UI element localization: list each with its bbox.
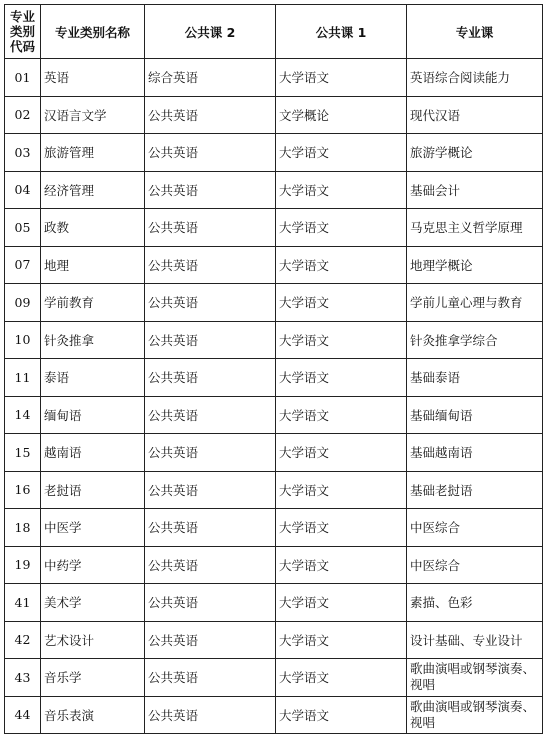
- category-code-cell: 02: [5, 96, 41, 134]
- category-code-cell: 07: [5, 246, 41, 284]
- category-code-cell: 01: [5, 59, 41, 97]
- table-row: [5, 321, 543, 359]
- public-course-1-cell: 大学语文: [276, 659, 407, 697]
- category-code-cell: 09: [5, 284, 41, 322]
- major-course-cell: 学前儿童心理与教育: [407, 284, 543, 322]
- major-course-cell: 基础缅甸语: [407, 396, 543, 434]
- public-course-1-cell: 大学语文: [276, 209, 407, 247]
- table-body: [5, 59, 543, 734]
- category-name-cell: 英语: [41, 59, 145, 97]
- category-code-cell: 10: [5, 321, 41, 359]
- public-course-2-cell: 公共英语: [145, 96, 276, 134]
- category-code-cell: 05: [5, 209, 41, 247]
- major-course-cell: 基础越南语: [407, 434, 543, 472]
- table-row: [5, 96, 543, 134]
- major-course-cell: 现代汉语: [407, 96, 543, 134]
- table-row: [5, 621, 543, 659]
- table-row: [5, 471, 543, 509]
- category-name-cell: 汉语言文学: [41, 96, 145, 134]
- major-course-cell: 地理学概论: [407, 246, 543, 284]
- public-course-2-cell: 综合英语: [145, 59, 276, 97]
- public-course-2-cell: 公共英语: [145, 396, 276, 434]
- public-course-2-cell: 公共英语: [145, 246, 276, 284]
- table-row: [5, 209, 543, 247]
- table-row: [5, 396, 543, 434]
- major-course-cell: 中医综合: [407, 509, 543, 547]
- category-code-cell: 18: [5, 509, 41, 547]
- category-name-cell: 音乐学: [41, 659, 145, 697]
- table-row: [5, 546, 543, 584]
- category-code-cell: 15: [5, 434, 41, 472]
- public-course-2-cell: 公共英语: [145, 584, 276, 622]
- header-category-name: 专业类别名称: [41, 5, 145, 59]
- public-course-1-cell: 大学语文: [276, 59, 407, 97]
- table-row: [5, 134, 543, 172]
- public-course-1-cell: 大学语文: [276, 246, 407, 284]
- category-name-cell: 中药学: [41, 546, 145, 584]
- public-course-2-cell: 公共英语: [145, 171, 276, 209]
- major-course-cell: 英语综合阅读能力: [407, 59, 543, 97]
- table-row: [5, 434, 543, 472]
- public-course-2-cell: 公共英语: [145, 321, 276, 359]
- table-row: [5, 584, 543, 622]
- table-row: [5, 171, 543, 209]
- category-name-cell: 越南语: [41, 434, 145, 472]
- category-code-cell: 16: [5, 471, 41, 509]
- category-code-cell: 44: [5, 696, 41, 734]
- public-course-2-cell: 公共英语: [145, 434, 276, 472]
- public-course-2-cell: 公共英语: [145, 134, 276, 172]
- category-code-cell: 03: [5, 134, 41, 172]
- public-course-2-cell: 公共英语: [145, 696, 276, 734]
- public-course-1-cell: 大学语文: [276, 621, 407, 659]
- category-code-cell: 43: [5, 659, 41, 697]
- public-course-2-cell: 公共英语: [145, 209, 276, 247]
- table-row: [5, 696, 543, 734]
- category-name-cell: 政教: [41, 209, 145, 247]
- table-row: [5, 59, 543, 97]
- major-course-cell: 素描、色彩: [407, 584, 543, 622]
- category-code-cell: 41: [5, 584, 41, 622]
- category-code-cell: 11: [5, 359, 41, 397]
- category-name-cell: 老挝语: [41, 471, 145, 509]
- public-course-1-cell: 大学语文: [276, 359, 407, 397]
- public-course-1-cell: 大学语文: [276, 321, 407, 359]
- table-row: [5, 284, 543, 322]
- public-course-1-cell: 大学语文: [276, 546, 407, 584]
- major-course-cell: 基础泰语: [407, 359, 543, 397]
- major-course-cell: 中医综合: [407, 546, 543, 584]
- category-name-cell: 泰语: [41, 359, 145, 397]
- table-row: [5, 359, 543, 397]
- category-code-cell: 19: [5, 546, 41, 584]
- public-course-1-cell: 大学语文: [276, 284, 407, 322]
- major-course-cell: 歌曲演唱或钢琴演奏、视唱: [407, 696, 543, 734]
- public-course-1-cell: 大学语文: [276, 396, 407, 434]
- public-course-2-cell: 公共英语: [145, 284, 276, 322]
- public-course-1-cell: 大学语文: [276, 134, 407, 172]
- category-name-cell: 学前教育: [41, 284, 145, 322]
- public-course-1-cell: 大学语文: [276, 171, 407, 209]
- public-course-1-cell: 大学语文: [276, 509, 407, 547]
- exam-subjects-table: [4, 4, 543, 734]
- public-course-2-cell: 公共英语: [145, 621, 276, 659]
- category-name-cell: 地理: [41, 246, 145, 284]
- major-course-cell: 针灸推拿学综合: [407, 321, 543, 359]
- header-public-course-2: 公共课 2: [145, 5, 276, 59]
- public-course-1-cell: 文学概论: [276, 96, 407, 134]
- header-category-code: 专业类别代码: [5, 5, 41, 59]
- public-course-2-cell: 公共英语: [145, 546, 276, 584]
- public-course-2-cell: 公共英语: [145, 359, 276, 397]
- major-course-cell: 歌曲演唱或钢琴演奏、视唱: [407, 659, 543, 697]
- category-name-cell: 艺术设计: [41, 621, 145, 659]
- category-name-cell: 美术学: [41, 584, 145, 622]
- header-major-course: 专业课: [407, 5, 543, 59]
- public-course-1-cell: 大学语文: [276, 696, 407, 734]
- major-course-cell: 基础老挝语: [407, 471, 543, 509]
- major-course-cell: 设计基础、专业设计: [407, 621, 543, 659]
- category-code-cell: 04: [5, 171, 41, 209]
- category-name-cell: 旅游管理: [41, 134, 145, 172]
- category-code-cell: 42: [5, 621, 41, 659]
- table-row: [5, 509, 543, 547]
- table-row: [5, 659, 543, 697]
- major-course-cell: 旅游学概论: [407, 134, 543, 172]
- category-name-cell: 音乐表演: [41, 696, 145, 734]
- public-course-2-cell: 公共英语: [145, 509, 276, 547]
- category-name-cell: 缅甸语: [41, 396, 145, 434]
- category-name-cell: 中医学: [41, 509, 145, 547]
- header-row: [5, 5, 543, 59]
- header-public-course-1: 公共课 1: [276, 5, 407, 59]
- category-name-cell: 针灸推拿: [41, 321, 145, 359]
- category-name-cell: 经济管理: [41, 171, 145, 209]
- public-course-2-cell: 公共英语: [145, 659, 276, 697]
- public-course-2-cell: 公共英语: [145, 471, 276, 509]
- major-course-cell: 基础会计: [407, 171, 543, 209]
- public-course-1-cell: 大学语文: [276, 471, 407, 509]
- category-code-cell: 14: [5, 396, 41, 434]
- table-row: [5, 246, 543, 284]
- public-course-1-cell: 大学语文: [276, 584, 407, 622]
- public-course-1-cell: 大学语文: [276, 434, 407, 472]
- major-course-cell: 马克思主义哲学原理: [407, 209, 543, 247]
